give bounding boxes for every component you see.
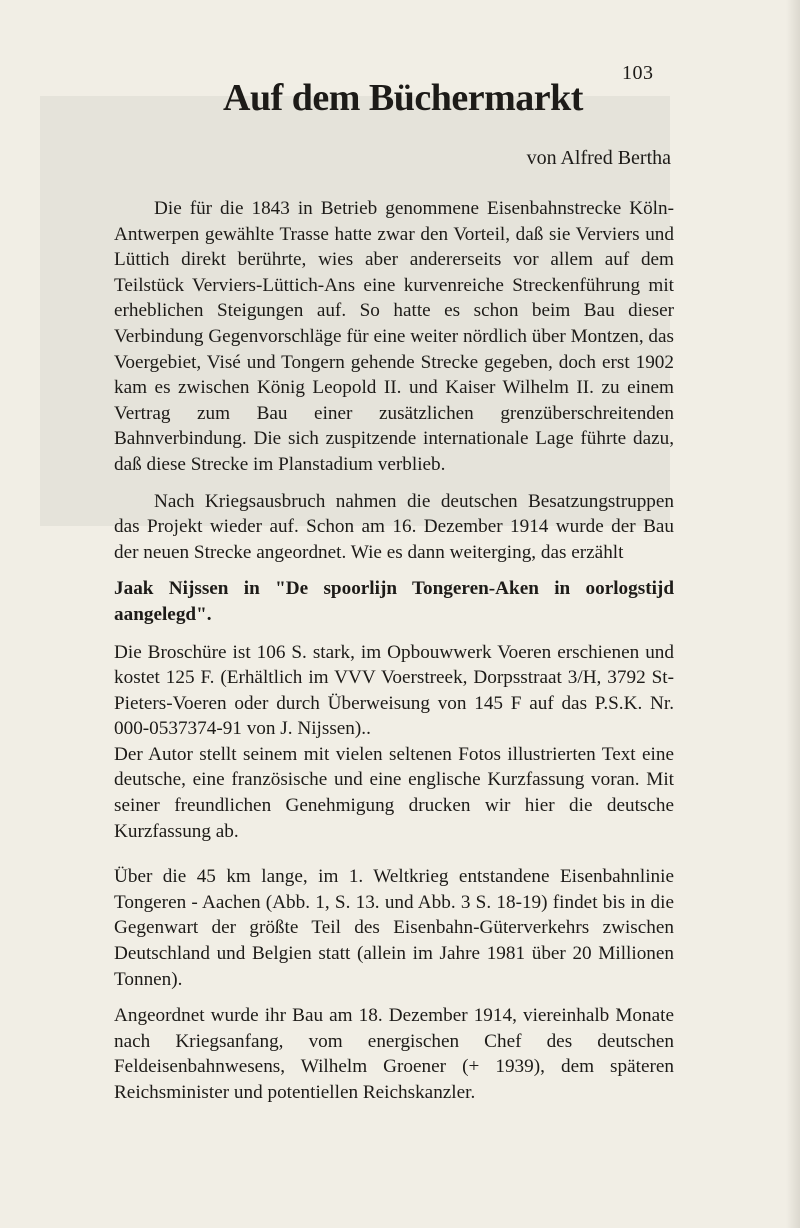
paragraph-book-title: Jaak Nijssen in "De spoorlijn Tongeren-Aken in oorlogstijd aangelegd". <box>114 578 674 625</box>
page-title: Auf dem Büchermarkt <box>223 77 583 119</box>
page-edge-shadow <box>786 0 800 1228</box>
article-body <box>114 196 674 1106</box>
paragraph-railway-line: Über die 45 km lange, im 1. Weltkrieg entstandene Eisenbahnlinie Tongeren - Aachen (Abb. 1, S. 13. und Abb. 3 S. 18-19) findet bis in die Gegenwart der größte Teil des Eisenbahn-Güterverkehrs zwischen Deutschland und Belgien statt (allein im Jahre 1981 über 20 Millionen Tonnen). <box>114 866 674 990</box>
author-byline: von Alfred Bertha <box>526 147 671 169</box>
paragraph-brochure-info: Die Broschüre ist 106 S. stark, im Opbouwwerk Voeren erschienen und kostet 125 F. (Erhältlich im VVV Voerstreek, Dorpsstraat 3/H, 3792 St-Pieters-Voeren oder durch Überweisung von 145 F auf das P.S.K. Nr. 000-0537374-91 von J. Nijssen).. <box>114 641 674 740</box>
paragraph-intro: Die für die 1843 in Betrieb genommene Eisenbahnstrecke Köln-Antwerpen gewählte Trasse hatte zwar den Vorteil, daß sie Verviers und Lüttich direkt berührte, wies aber andererseits vor allem auf dem Teilstück Verviers-Lüttich-Ans eine kurvenreiche Streckenführung mit erheblichen Steigungen auf. So hatte es schon beim Bau dieser Verbindung Gegenvorschläge für eine weiter nördlich über Montzen, das Voergebiet, Visé und Tongern gehende Strecke gegeben, doch erst 1902 kam es zwischen König Leopold II. und Kaiser Wilhelm II. zu einem Vertrag zum Bau einer zusätzlichen grenzüberschreitenden Bahnverbindung. Die sich zuspitzende internationale Lage führte dazu, daß diese Strecke im Planstadium verblieb. <box>114 198 674 475</box>
paragraph-construction-order: Angeordnet wurde ihr Bau am 18. Dezember 1914, viereinhalb Monate nach Kriegsanfang, vom energischen Chef des deutschen Feldeisenbahnwesens, Wilhelm Groener (+ 1939), dem späteren Reichsminister und potentiellen Reichskanzler. <box>114 1005 674 1103</box>
paragraph-author-note: Der Autor stellt seinem mit vielen seltenen Fotos illustrierten Text eine deutsche, eine französische und eine englische Kurzfassung voran. Mit seiner freundlichen Genehmigung drucken wir hier die deutsche Kurzfassung ab. <box>114 743 674 842</box>
page-number: 103 <box>622 62 654 84</box>
paragraph-occupation: Nach Kriegsausbruch nahmen die deutschen Besatzungstruppen das Projekt wieder auf. Schon am 16. Dezember 1914 wurde der Bau der neuen Strecke angeordnet. Wie es dann weiterging, das erzählt <box>114 490 674 563</box>
